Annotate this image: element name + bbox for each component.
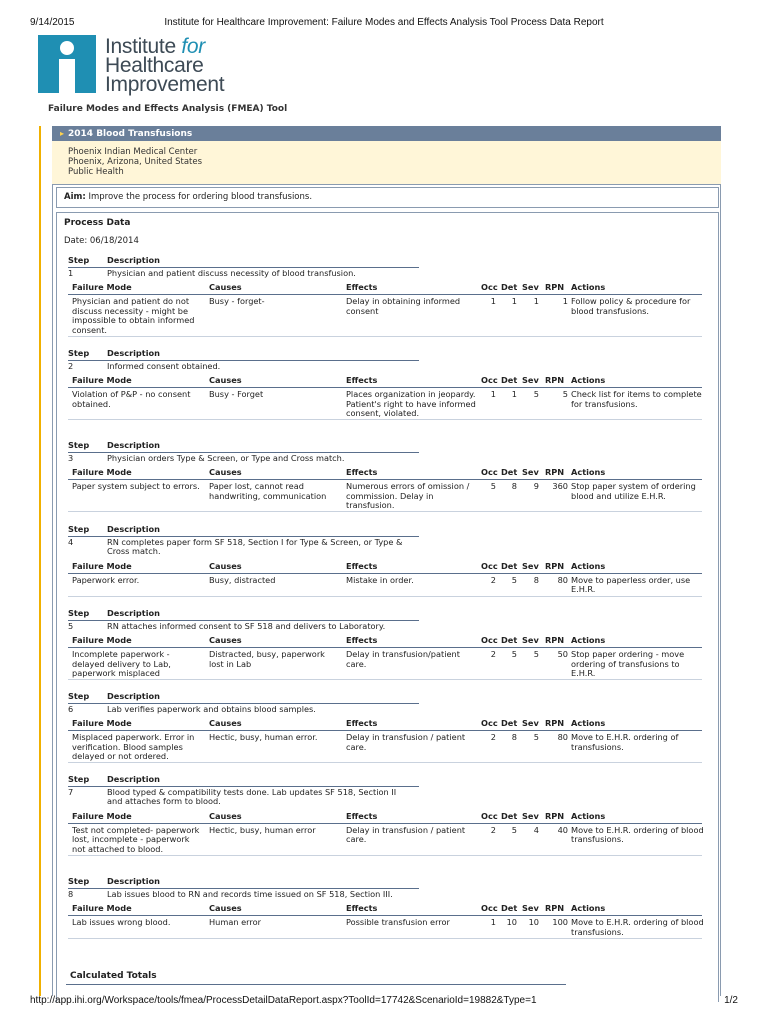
- process-step: [68, 877, 702, 939]
- failure-header: [68, 283, 702, 294]
- failure-header: [68, 719, 702, 730]
- causes-col-label: Causes: [209, 810, 242, 821]
- failure-actions: Move to E.H.R. ordering of transfusions.: [571, 732, 679, 752]
- process-data-title: Process Data: [64, 218, 131, 228]
- failure-row: [68, 387, 702, 420]
- causes-col-label: Causes: [209, 282, 242, 293]
- det-value: 10: [506, 917, 517, 928]
- failure-row: [68, 294, 702, 337]
- description-col-label: Description: [107, 608, 160, 618]
- det-value: 5: [511, 574, 517, 585]
- aim-text: Improve the process for ordering blood transfusions.: [88, 192, 313, 202]
- causes-col-label: Causes: [209, 560, 242, 571]
- effects-col-label: Effects: [346, 282, 378, 293]
- aim-label: Aim:: [64, 192, 86, 202]
- calculated-totals-heading: Calculated Totals: [70, 971, 157, 981]
- step-col-label: Step: [68, 774, 90, 784]
- det-col-label: Det: [501, 810, 518, 821]
- description-col-label: Description: [107, 255, 160, 265]
- process-step: [68, 692, 702, 763]
- rpn-value: 1: [562, 296, 568, 307]
- step-col-label: Step: [68, 255, 90, 265]
- occ-col-label: Occ: [481, 810, 498, 821]
- step-number: 2: [68, 361, 74, 371]
- effects-col-label: Effects: [346, 467, 378, 478]
- step-row: [68, 703, 419, 714]
- rpn-col-label: RPN: [545, 718, 565, 729]
- failure-actions: Move to E.H.R. ordering of blood transfusions.: [571, 824, 704, 845]
- divider: [66, 984, 566, 985]
- sev-col-label: Sev: [522, 375, 539, 386]
- left-accent-bar: [39, 126, 41, 996]
- step-header: [68, 877, 702, 888]
- step-row: [68, 620, 419, 631]
- causes-col-label: Causes: [209, 635, 242, 646]
- organization-box: [52, 141, 721, 185]
- description-col-label: Description: [107, 876, 160, 886]
- failure-actions: Follow policy & procedure for blood transfusions.: [571, 296, 691, 316]
- occ-col-label: Occ: [481, 903, 498, 914]
- failure-mode-col-label: Failure Mode: [72, 635, 132, 646]
- tool-title: Failure Modes and Effects Analysis (FMEA) Tool: [48, 104, 288, 114]
- actions-col-label: Actions: [571, 903, 606, 914]
- det-col-label: Det: [501, 560, 518, 571]
- failure-mode: Paper system subject to errors.: [72, 481, 200, 492]
- step-description: RN attaches informed consent to SF 518 and delivers to Laboratory.: [107, 621, 386, 631]
- sev-value: 1: [533, 296, 539, 307]
- effects-col-label: Effects: [346, 635, 378, 646]
- rpn-col-label: RPN: [545, 635, 565, 646]
- step-header: [68, 692, 702, 703]
- actions-col-label: Actions: [571, 635, 606, 646]
- sev-value: 5: [533, 732, 539, 743]
- failure-mode: Misplaced paperwork. Error in verification. Blood samples delayed or not ordered.: [72, 732, 195, 762]
- effects-col-label: Effects: [346, 810, 378, 821]
- step-number: 3: [68, 453, 74, 463]
- step-number: 6: [68, 704, 74, 714]
- sev-col-label: Sev: [522, 282, 539, 293]
- process-step: [68, 525, 702, 597]
- det-value: 8: [511, 481, 517, 492]
- step-header: [68, 256, 702, 267]
- step-row: [68, 267, 419, 278]
- sev-value: 10: [528, 917, 539, 928]
- actions-col-label: Actions: [571, 467, 606, 478]
- org-location: Phoenix, Arizona, United States: [68, 157, 203, 167]
- step-col-label: Step: [68, 691, 90, 701]
- step-description: RN completes paper form SF 518, Section I for Type & Screen, or Type & Cross match.: [107, 537, 403, 557]
- effects-col-label: Effects: [346, 375, 378, 386]
- failure-row: [68, 573, 702, 597]
- causes-col-label: Causes: [209, 718, 242, 729]
- occ-value: 1: [490, 296, 496, 307]
- step-col-label: Step: [68, 524, 90, 534]
- failure-row: [68, 823, 702, 856]
- failure-actions: Move to E.H.R. ordering of blood transfusions.: [571, 917, 704, 937]
- rpn-col-label: RPN: [545, 560, 565, 571]
- failure-causes: Paper lost, cannot read handwriting, communication: [209, 481, 327, 501]
- print-date: 9/14/2015: [30, 17, 75, 28]
- step-row: [68, 452, 419, 463]
- step-row: [68, 786, 419, 807]
- description-col-label: Description: [107, 774, 160, 784]
- failure-header: [68, 812, 702, 823]
- org-type: Public Health: [68, 167, 124, 177]
- project-title-bar[interactable]: [52, 126, 721, 141]
- print-url: http://app.ihi.org/Workspace/tools/fmea/ProcessDetailDataReport.aspx?ToolId=17742&ScenarioId=19882&Type=1: [30, 995, 537, 1006]
- failure-header: [68, 468, 702, 479]
- occ-value: 2: [490, 649, 496, 660]
- rpn-value: 50: [557, 649, 568, 660]
- sev-col-label: Sev: [522, 718, 539, 729]
- sev-col-label: Sev: [522, 560, 539, 571]
- failure-row: [68, 479, 702, 512]
- rpn-col-label: RPN: [545, 903, 565, 914]
- occ-value: 2: [490, 732, 496, 743]
- det-value: 5: [511, 649, 517, 660]
- failure-actions: Move to paperless order, use E.H.R.: [571, 574, 691, 595]
- process-step: [68, 349, 702, 420]
- rpn-value: 40: [557, 824, 568, 835]
- failure-mode: Physician and patient do not discuss necessity - might be impossible to obtain informed consent.: [72, 296, 195, 335]
- failure-causes: Hectic, busy, human error: [209, 824, 316, 835]
- step-header: [68, 775, 702, 786]
- det-col-label: Det: [501, 375, 518, 386]
- actions-col-label: Actions: [571, 560, 606, 571]
- failure-effects: Possible transfusion error: [346, 917, 450, 928]
- occ-col-label: Occ: [481, 467, 498, 478]
- occ-col-label: Occ: [481, 560, 498, 571]
- failure-causes: Busy - forget-: [209, 296, 265, 307]
- occ-col-label: Occ: [481, 718, 498, 729]
- failure-mode: Violation of P&P - no consent obtained.: [72, 389, 191, 409]
- failure-effects: Numerous errors of omission / commission. Delay in transfusion.: [346, 481, 470, 511]
- causes-col-label: Causes: [209, 903, 242, 914]
- failure-causes: Human error: [209, 917, 261, 928]
- sev-col-label: Sev: [522, 635, 539, 646]
- causes-col-label: Causes: [209, 375, 242, 386]
- step-col-label: Step: [68, 348, 90, 358]
- sev-value: 5: [533, 649, 539, 660]
- det-col-label: Det: [501, 903, 518, 914]
- rpn-col-label: RPN: [545, 810, 565, 821]
- failure-actions: Stop paper ordering - move ordering of transfusions to E.H.R.: [571, 649, 685, 679]
- failure-effects: Delay in obtaining informed consent: [346, 296, 461, 316]
- occ-col-label: Occ: [481, 375, 498, 386]
- det-value: 8: [511, 732, 517, 743]
- failure-header: [68, 376, 702, 387]
- failure-row: [68, 730, 702, 763]
- causes-col-label: Causes: [209, 467, 242, 478]
- process-step: [68, 775, 702, 856]
- occ-value: 2: [490, 574, 496, 585]
- failure-row: [68, 647, 702, 680]
- expand-arrow-icon: ▸: [60, 129, 65, 138]
- failure-mode: Incomplete paperwork - delayed delivery to Lab, paperwork misplaced: [72, 649, 171, 679]
- failure-causes: Distracted, busy, paperwork lost in Lab: [209, 649, 325, 669]
- occ-value: 2: [490, 824, 496, 835]
- occ-col-label: Occ: [481, 282, 498, 293]
- step-description: Lab verifies paperwork and obtains blood samples.: [107, 704, 316, 714]
- process-step: [68, 441, 702, 512]
- rpn-value: 80: [557, 574, 568, 585]
- failure-causes: Busy - Forget: [209, 389, 264, 400]
- failure-mode-col-label: Failure Mode: [72, 282, 132, 293]
- actions-col-label: Actions: [571, 282, 606, 293]
- actions-col-label: Actions: [571, 810, 606, 821]
- step-header: [68, 349, 702, 360]
- failure-row: [68, 915, 702, 939]
- description-col-label: Description: [107, 691, 160, 701]
- failure-effects: Delay in transfusion / patient care.: [346, 732, 466, 752]
- det-col-label: Det: [501, 635, 518, 646]
- sev-value: 4: [533, 824, 539, 835]
- process-step: [68, 256, 702, 337]
- description-col-label: Description: [107, 440, 160, 450]
- det-value: 1: [511, 296, 517, 307]
- effects-col-label: Effects: [346, 718, 378, 729]
- rpn-col-label: RPN: [545, 467, 565, 478]
- failure-mode-col-label: Failure Mode: [72, 375, 132, 386]
- sev-col-label: Sev: [522, 810, 539, 821]
- failure-header: [68, 904, 702, 915]
- rpn-value: 5: [562, 389, 568, 400]
- step-row: [68, 360, 419, 371]
- occ-col-label: Occ: [481, 635, 498, 646]
- det-value: 5: [511, 824, 517, 835]
- sev-value: 8: [533, 574, 539, 585]
- process-date: Date: 06/18/2014: [64, 236, 139, 246]
- rpn-value: 360: [552, 481, 568, 492]
- sev-col-label: Sev: [522, 467, 539, 478]
- step-description: Informed consent obtained.: [107, 361, 221, 371]
- failure-mode-col-label: Failure Mode: [72, 810, 132, 821]
- page-number: 1/2: [724, 995, 738, 1006]
- project-title: 2014 Blood Transfusions: [68, 129, 193, 139]
- rpn-col-label: RPN: [545, 375, 565, 386]
- rpn-value: 100: [552, 917, 568, 928]
- process-step: [68, 609, 702, 680]
- failure-header: [68, 636, 702, 647]
- step-number: 1: [68, 268, 74, 278]
- rpn-value: 80: [557, 732, 568, 743]
- failure-mode: Lab issues wrong blood.: [72, 917, 171, 928]
- step-col-label: Step: [68, 440, 90, 450]
- step-description: Lab issues blood to RN and records time issued on SF 518, Section III.: [107, 889, 393, 899]
- step-header: [68, 525, 702, 536]
- step-col-label: Step: [68, 876, 90, 886]
- sev-value: 5: [533, 389, 539, 400]
- ihi-logo-icon: [38, 35, 96, 93]
- failure-mode-col-label: Failure Mode: [72, 903, 132, 914]
- sev-col-label: Sev: [522, 903, 539, 914]
- step-description: Blood typed & compatibility tests done. Lab updates SF 518, Section II and attaches form to blood.: [107, 787, 397, 807]
- step-col-label: Step: [68, 608, 90, 618]
- step-number: 5: [68, 621, 74, 631]
- failure-mode-col-label: Failure Mode: [72, 560, 132, 571]
- failure-mode-col-label: Failure Mode: [72, 467, 132, 478]
- sev-value: 9: [533, 481, 539, 492]
- step-number: 7: [68, 787, 74, 797]
- step-header: [68, 441, 702, 452]
- failure-header: [68, 562, 702, 573]
- failure-actions: Check list for items to complete for transfusions.: [571, 389, 702, 409]
- print-title: Institute for Healthcare Improvement: Failure Modes and Effects Analysis Tool Process Data Report: [164, 17, 604, 28]
- det-col-label: Det: [501, 282, 518, 293]
- failure-causes: Hectic, busy, human error.: [209, 732, 318, 743]
- logo-wordmark: Institute for Healthcare Improvement: [105, 35, 225, 96]
- org-name: Phoenix Indian Medical Center: [68, 147, 198, 157]
- description-col-label: Description: [107, 348, 160, 358]
- failure-effects: Delay in transfusion/patient care.: [346, 649, 460, 669]
- det-col-label: Det: [501, 467, 518, 478]
- step-row: [68, 536, 419, 557]
- step-number: 4: [68, 537, 74, 547]
- step-header: [68, 609, 702, 620]
- failure-effects: Mistake in order.: [346, 574, 414, 585]
- occ-value: 1: [490, 917, 496, 928]
- effects-col-label: Effects: [346, 903, 378, 914]
- actions-col-label: Actions: [571, 718, 606, 729]
- rpn-col-label: RPN: [545, 282, 565, 293]
- step-number: 8: [68, 889, 74, 899]
- failure-mode: Test not completed- paperwork lost, incomplete - paperwork not attached to blood.: [72, 824, 200, 854]
- step-row: [68, 888, 419, 899]
- det-col-label: Det: [501, 718, 518, 729]
- failure-mode-col-label: Failure Mode: [72, 718, 132, 729]
- actions-col-label: Actions: [571, 375, 606, 386]
- aim-box: [56, 187, 719, 208]
- det-value: 1: [511, 389, 517, 400]
- failure-mode: Paperwork error.: [72, 574, 140, 585]
- step-description: Physician orders Type & Screen, or Type and Cross match.: [107, 453, 345, 463]
- occ-value: 1: [490, 389, 496, 400]
- failure-actions: Stop paper system of ordering blood and utilize E.H.R.: [571, 481, 696, 501]
- failure-causes: Busy, distracted: [209, 574, 276, 585]
- step-description: Physician and patient discuss necessity of blood transfusion.: [107, 268, 356, 278]
- failure-effects: Places organization in jeopardy. Patient's right to have informed consent, violated.: [346, 389, 476, 419]
- effects-col-label: Effects: [346, 560, 378, 571]
- description-col-label: Description: [107, 524, 160, 534]
- occ-value: 5: [490, 481, 496, 492]
- failure-effects: Delay in transfusion / patient care.: [346, 824, 466, 845]
